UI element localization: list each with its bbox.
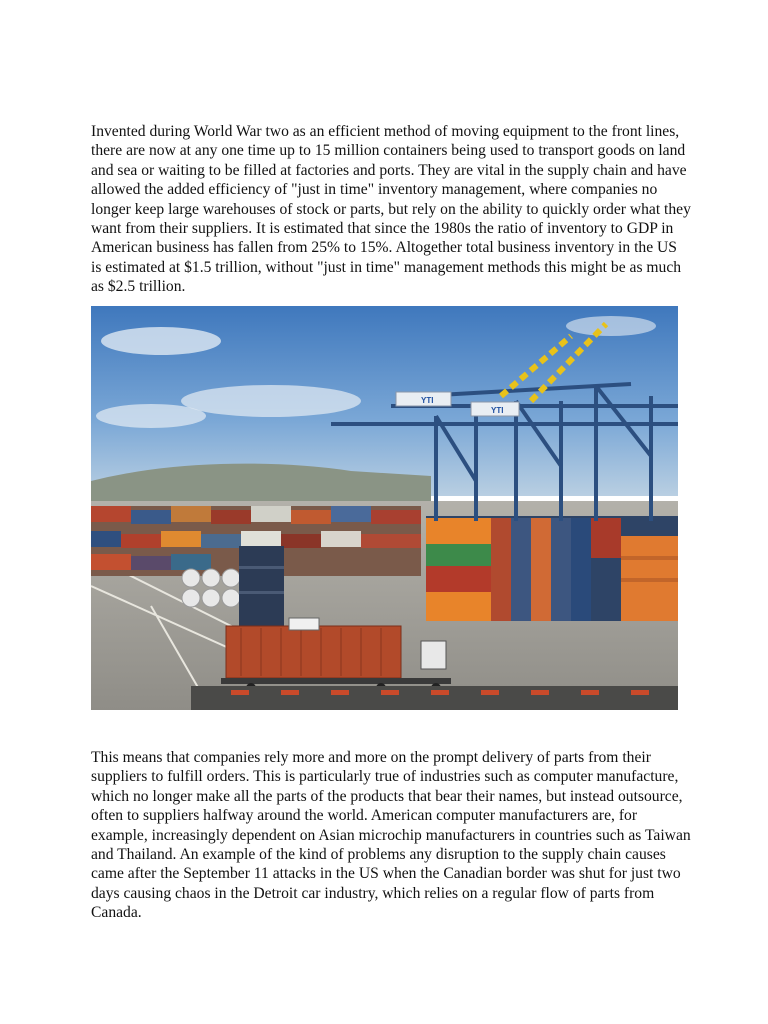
rail-barrier xyxy=(191,686,678,710)
truck-cab xyxy=(421,641,446,669)
crane-label: YTI xyxy=(421,396,434,405)
pickup-truck xyxy=(289,618,319,630)
cloud xyxy=(181,385,361,417)
container-yard-right xyxy=(426,516,678,621)
cloud xyxy=(96,404,206,428)
container-stack-dark xyxy=(239,546,284,631)
cloud xyxy=(566,316,656,336)
foreground-container xyxy=(226,626,401,678)
paragraph-supply-chain-dependence: This means that companies rely more and more on the prompt delivery of parts from their suppliers to fulfill orders. This is particularly true of industries such as computer manufacture, which no longer make all the parts of the products that bear their names, but instead outsource, often to suppliers halfway around the world. American computer manufacturers are, for example, increasingly dependent on Asian microchip manufacturers in countries such as Taiwan and Thailand. An example of the kind of problems any disruption to the supply chain causes came after the September 11 attacks in the US when the Canadian border was shut for just two days causing chaos in the Detroit car industry, which relies on a regular flow of parts from Canada. xyxy=(91,749,691,922)
paragraph-containers-history: Invented during World War two as an efficient method of moving equipment to the front lines, there are now at any one time up to 15 million containers being used to transport goods on land and sea or waiting to be filled at factories and ports. They are vital in the supply chain and have allowed the added efficiency of "just in time" inventory management, where companies no longer keep large warehouses of stock or parts, but rely on the ability to quickly order what they want from their suppliers. It is estimated that since the 1980s the ratio of inventory to GDP in American business has fallen from 25% to 15%. Altogether total business inventory in the US is estimated at $1.5 trillion, without "just in time" management methods this might be as much as $2.5 trillion. xyxy=(91,123,691,296)
cloud xyxy=(101,327,221,355)
crane-label: YTI xyxy=(491,406,504,415)
truck-chassis xyxy=(221,678,451,684)
container-port-photo xyxy=(91,306,678,710)
